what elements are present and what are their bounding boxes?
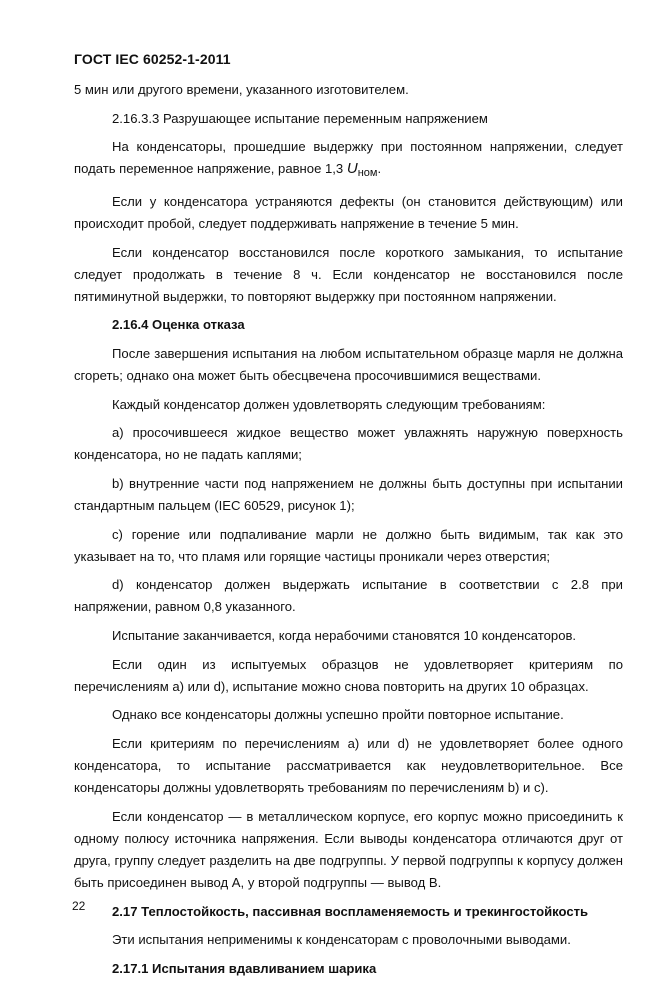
- section-heading: 2.16.3.3 Разрушающее испытание переменным напряжением: [112, 110, 488, 126]
- page-number: 22: [72, 899, 86, 913]
- paragraph: Если конденсатор — в металлическом корпусе, его корпус можно присоединить к одному полюсу источника напряжения. Если выводы конденсатора отличаются друг от друга, группу следует разделить на две подгруппы. У первой подгруппы к корпусу должен быть присоединен вывод A, у второй подгруппы — вывод B.: [74, 808, 623, 890]
- section-heading: 2.17.1 Испытания вдавливанием шарика: [112, 960, 377, 976]
- list-item: c) горение или подпаливание марли не должно быть видимым, так как это указывает на то, что пламя или горящие частицы проникали через отверстия;: [74, 526, 623, 564]
- paragraph: После завершения испытания на любом испытательном образце марля не должна сгореть; однако она может быть обесцвечена просочившимися веществами.: [74, 345, 623, 384]
- paragraph: Если у конденсатора устраняются дефекты (он становится действующим) или происходит пробой, следует поддерживать напряжение в течение 5 мин.: [74, 193, 623, 231]
- paragraph: Если критериям по перечислениям a) или d) не удовлетворяет более одного конденсатора, то испытание рассматривается как неудовлетворительное. Все конденсаторы должны удовлетворять требованиям по перечислениям b) и c).: [74, 735, 623, 796]
- paragraph: Каждый конденсатор должен удовлетворять следующим требованиям:: [112, 396, 546, 412]
- voltage-symbol: U: [346, 160, 358, 178]
- section-heading: 2.17 Теплостойкость, пассивная воспламеняемость и трекингостойкость: [112, 903, 589, 919]
- document-body: [74, 79, 623, 986]
- paragraph: Если конденсатор восстановился после короткого замыкания, то испытание следует продолжать в течение 8 ч. Если конденсатор не восстановился после пятиминутной выдержки, то повторяют выдержку при постоянном напряжении.: [74, 244, 623, 304]
- voltage-subscript: ном: [357, 167, 378, 180]
- paragraph: [74, 136, 623, 184]
- document-header: ГОСТ IEC 60252-1-2011: [74, 51, 231, 67]
- paragraph-text: На конденсаторы, прошедшие выдержку при постоянном напряжении, следует подать переменное напряжение, равное 1,3: [74, 139, 623, 177]
- paragraph: Эти испытания неприменимы к конденсаторам с проволочными выводами.: [112, 932, 571, 948]
- paragraph: Испытание заканчивается, когда нерабочими становятся 10 конденсаторов.: [112, 627, 577, 643]
- paragraph: 5 мин или другого времени, указанного изготовителем.: [74, 82, 409, 97]
- paragraph: Если один из испытуемых образцов не удовлетворяет критериям по перечислениям a) или d), испытание можно снова повторить на других 10 образцах.: [74, 656, 623, 694]
- section-heading: 2.16.4 Оценка отказа: [112, 317, 245, 333]
- list-item: a) просочившееся жидкое вещество может увлажнять наружную поверхность конденсатора, но не падать каплями;: [74, 425, 623, 463]
- list-item: b) внутренние части под напряжением не должны быть доступны при испытании стандартным пальцем (IEC 60529, рисунок 1);: [74, 475, 623, 513]
- list-item: d) конденсатор должен выдержать испытание в соответствии с 2.8 при напряжении, равном 0,8 указанного.: [74, 577, 623, 615]
- paragraph: Однако все конденсаторы должны успешно пройти повторное испытание.: [112, 707, 564, 723]
- formula-end: .: [377, 161, 382, 177]
